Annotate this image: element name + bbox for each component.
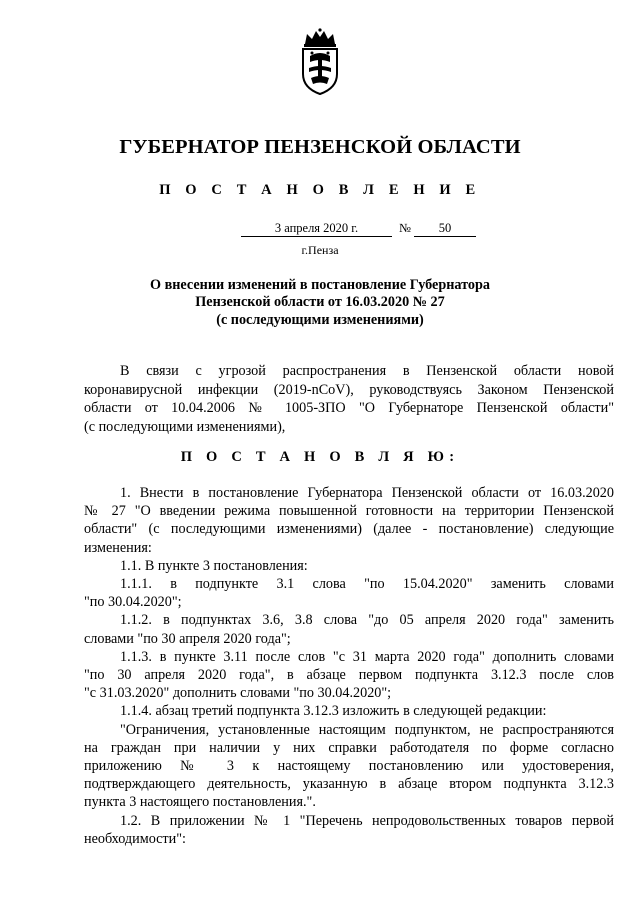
authority-title: ГУБЕРНАТОР ПЕНЗЕНСКОЙ ОБЛАСТИ	[119, 136, 521, 158]
city: г.Пенза	[301, 243, 339, 257]
subject-line: О внесении изменений в постановление Губернатора	[150, 277, 490, 293]
preamble-line: коронавирусной инфекции (2019-nCoV), руководствуясь Законом Пензенской	[84, 381, 614, 398]
body-line: "по 30.04.2020";	[84, 594, 182, 611]
resolution-body	[84, 484, 614, 848]
preamble-line: В связи с угрозой распространения в Пензенской области новой	[120, 363, 614, 379]
body-line: приложению № 3 к настоящему постановлению или удостоверения,	[84, 758, 614, 775]
body-line: 1.2. В приложении № 1 "Перечень непродовольственных товаров первой	[120, 812, 614, 829]
body-line: 1.1.1. в подпункте 3.1 слова "по 15.04.2020" заменить словами	[120, 576, 614, 593]
document-number: 50	[414, 220, 476, 237]
penza-coat-of-arms-icon	[295, 28, 345, 96]
body-line: на граждан при наличии у них справки работодателя по форме согласно	[84, 739, 614, 756]
body-line: изменения:	[84, 539, 152, 556]
document-date: 3 апреля 2020 г.	[241, 220, 392, 237]
document-subject	[0, 277, 640, 329]
number-sign: №	[399, 221, 411, 235]
body-line: "по 30 апреля 2020 года", в абзаце первом подпункта 3.12.3 после слов	[84, 667, 614, 684]
preamble-line: (с последующими изменениями),	[84, 418, 286, 435]
document-type: П О С Т А Н О В Л Е Н И Е	[159, 182, 481, 198]
body-line: 1.1.2. в подпунктах 3.6, 3.8 слова "до 05 апреля 2020 года" заменить	[120, 612, 614, 629]
body-line: подтверждающего деятельность, указанную в абзаце втором подпункта 3.12.3	[84, 776, 614, 793]
body-line: "Ограничения, установленные настоящим подпунктом, не распространяются	[120, 721, 614, 738]
body-line: области" (с последующими изменениями) (далее - постановление) следующие	[84, 521, 614, 538]
resolve-heading: П О С Т А Н О В Л Я Ю:	[180, 449, 460, 465]
subject-line: (с последующими изменениями)	[216, 311, 424, 328]
body-line: 1.1. В пункте 3 постановления:	[120, 557, 308, 574]
body-line: 1. Внести в постановление Губернатора Пензенской области от 16.03.2020	[120, 485, 614, 501]
body-line: пункта 3 настоящего постановления.".	[84, 794, 316, 811]
subject-line: Пензенской области от 16.03.2020 № 27	[195, 294, 445, 311]
body-line: 1.1.4. абзац третий подпункта 3.12.3 изложить в следующей редакции:	[120, 703, 547, 720]
preamble-line: области от 10.04.2006 № 1005-ЗПО "О Губернаторе Пензенской области"	[84, 400, 614, 417]
body-line: 1.1.3. в пункте 3.11 после слов "с 31 марта 2020 года" дополнить словами	[120, 648, 614, 665]
preamble-paragraph	[84, 362, 614, 436]
body-line: необходимости":	[84, 830, 186, 847]
body-line: № 27 "О введении режима повышенной готовности на территории Пензенской	[84, 503, 614, 520]
body-line: словами "по 30 апреля 2020 года";	[84, 630, 291, 647]
body-line: "с 31.03.2020" дополнить словами "по 30.04.2020";	[84, 685, 392, 702]
